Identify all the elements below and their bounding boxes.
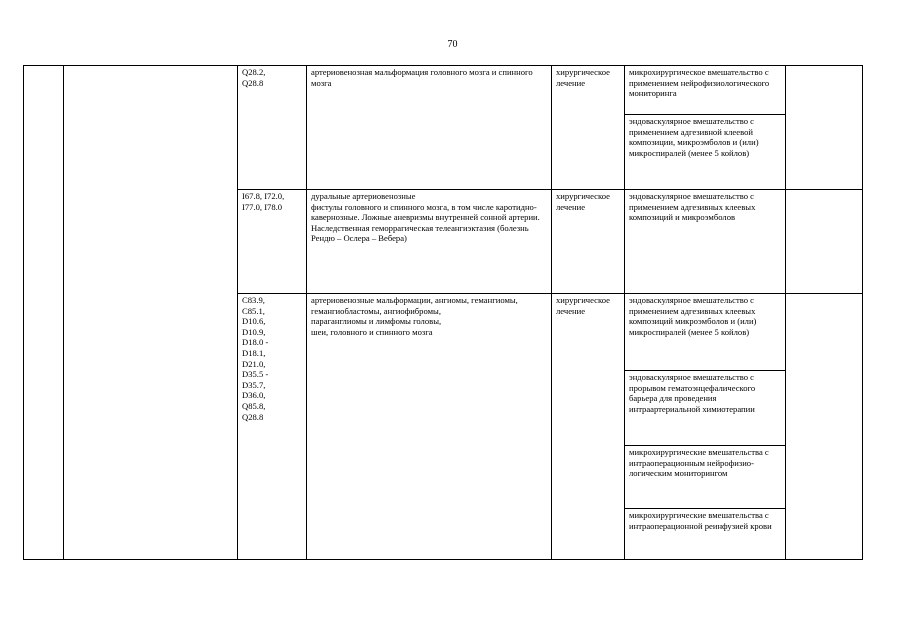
table-row	[24, 66, 863, 115]
model-cell: дуральные артериовенозные фистулы головного и спинного мозга, в том числе каротидно- кавернозные. Ложные аневризмы внутренней сонной артерии. Наследственная геморрагическая телеангиэктазия (болезнь Рендю – Ослера – Вебера)	[307, 190, 552, 294]
method-cell: микрохирургическое вмешательство с применением нейрофизиологического мониторинга	[625, 66, 786, 115]
method-cell: микрохирургические вмешательства с интраоперационной реинфузией крови	[625, 509, 786, 560]
page-number: 70	[447, 39, 458, 50]
number-cell	[24, 66, 64, 560]
price-cell	[786, 66, 863, 190]
method-cell: эндоваскулярное вмешательство с применением адгезивной клеевой композиции, микроэмболов и (или) микроспиралей (менее 5 койлов)	[625, 115, 786, 190]
codes-cell: I67.8, I72.0, I77.0, I78.0	[238, 190, 307, 294]
codes-cell: Q28.2, Q28.8	[238, 66, 307, 190]
price-cell	[786, 294, 863, 560]
treatment-cell: хирургическое лечение	[552, 190, 625, 294]
codes-cell: C83.9, C85.1, D10.6, D10.9, D18.0 - D18.1, D21.0, D35.5 - D35.7, D36.0, Q85.8, Q28.8	[238, 294, 307, 560]
treatment-cell: хирургическое лечение	[552, 66, 625, 190]
method-cell: эндоваскулярное вмешательство с применением адгезивных клеевых композиций микроэмболов и (или) микроспиралей (менее 5 койлов)	[625, 294, 786, 371]
price-cell	[786, 190, 863, 294]
treatment-cell: хирургическое лечение	[552, 294, 625, 560]
method-cell: эндоваскулярное вмешательство с применением адгезивных клеевых композиций и микроэмболов	[625, 190, 786, 294]
profile-cell	[64, 66, 238, 560]
method-cell: эндоваскулярное вмешательство с прорывом гематоэнцефалического барьера для проведения интраартериальной химиотерапии	[625, 371, 786, 446]
model-cell: артериовенозная мальформация головного мозга и спинного мозга	[307, 66, 552, 190]
model-cell: артериовенозные мальформации, ангиомы, гемангиомы, гемангиобластомы, ангиофибромы, параганглиомы и лимфомы головы, шеи, головного и спинного мозга	[307, 294, 552, 560]
procedures-table	[23, 65, 863, 560]
method-cell: микрохирургические вмешательства с интраоперационным нейрофизио- логическим мониторингом	[625, 446, 786, 509]
